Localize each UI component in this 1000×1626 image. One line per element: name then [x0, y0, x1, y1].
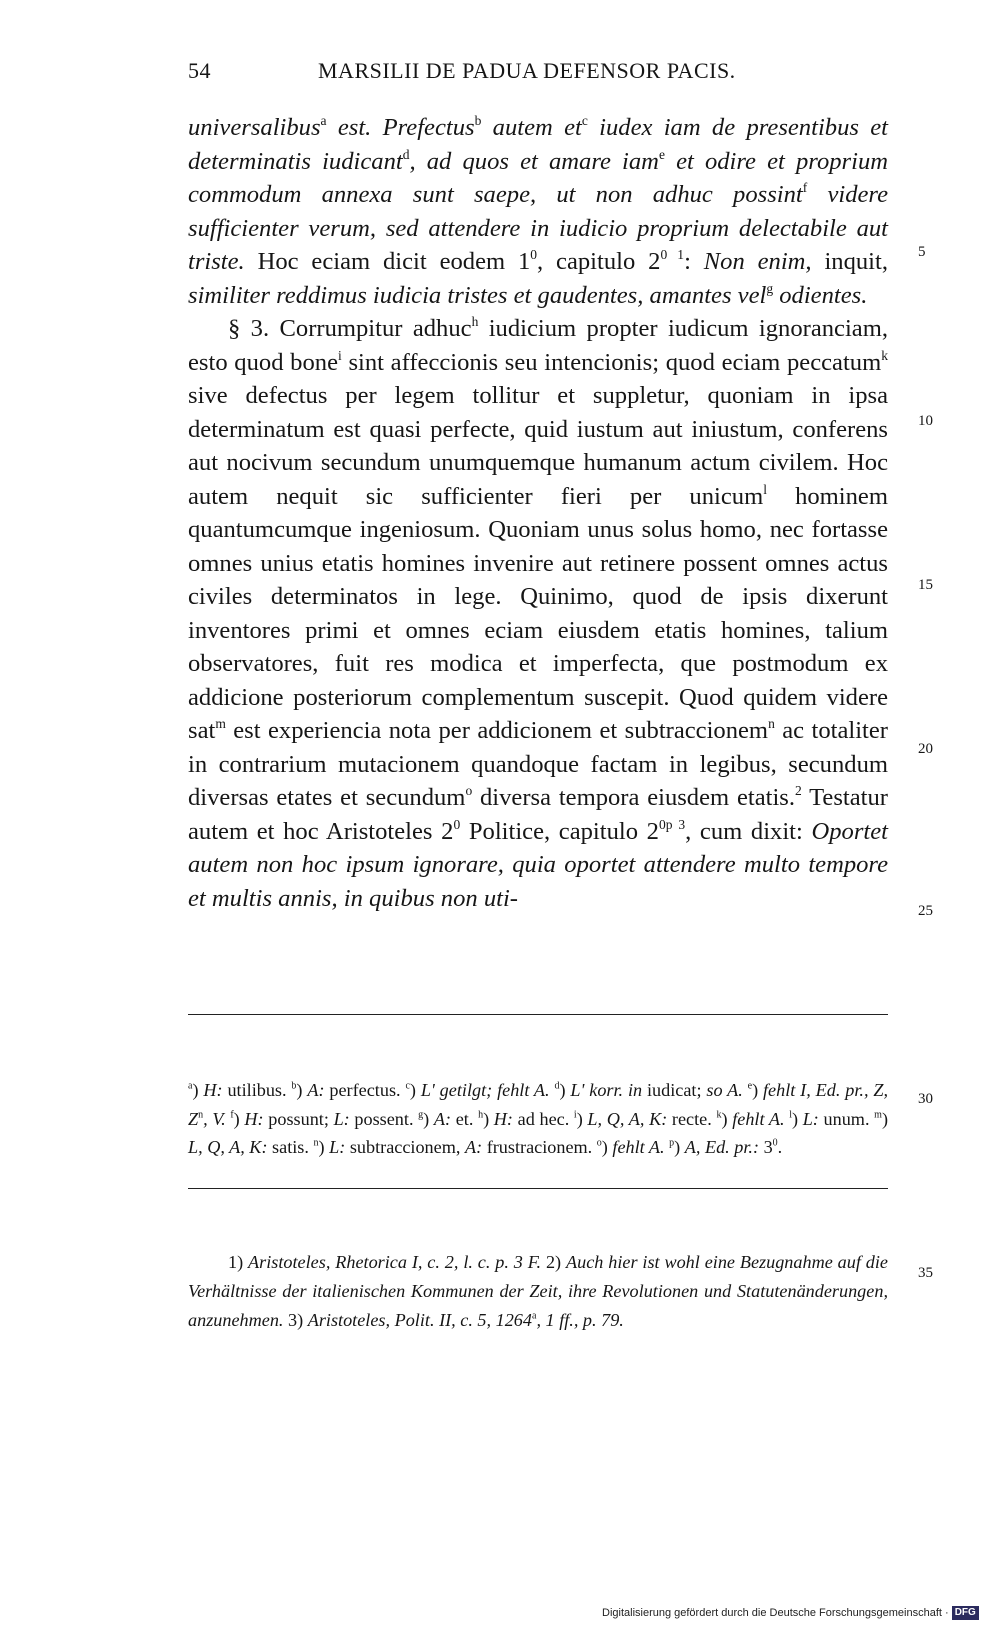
digitization-credit: [602, 1604, 979, 1622]
text-run: ): [752, 1080, 763, 1100]
text-run: L' korr. in: [570, 1080, 643, 1100]
text-run: fehlt I, Ed. pr., Z, Z: [188, 1080, 889, 1129]
text-run: L, Q, A, K:: [587, 1108, 668, 1129]
line-number-10: 10: [918, 413, 933, 429]
note-marker: g: [418, 1109, 424, 1121]
text-run: ac totaliter in contrarium mutacionem quandoque factam in legibus, secundum diversas etates et secundum: [188, 717, 888, 811]
text-run: recte.: [667, 1108, 717, 1129]
text-run: L' getilgt; fehlt A.: [420, 1080, 550, 1100]
notes-divider: [188, 1188, 888, 1189]
text-run: H:: [244, 1108, 264, 1129]
note-marker: 0 1: [660, 246, 685, 262]
text-run: similiter reddimus iudicia tristes et gaudentes, amantes vel: [188, 281, 767, 309]
text-run: perfectus.: [324, 1080, 406, 1100]
note-marker: i: [573, 1109, 577, 1121]
text-run: diversa tempora eiusdem etatis.: [472, 784, 795, 811]
paragraph-2-section-3: [188, 312, 888, 915]
text-run: fehlt A.: [732, 1108, 785, 1129]
text-run: hominem quantumcumque ingeniosum. Quoniam unus solus homo, nec fortasse omnes unius etatis homines invenire aut retinere possent omnes actus civiles determinatos in lege. Quinimo, quod de ipsis dixerunt inventores primi et omnes eciam eiusdem etatis homines, talium observatores, fuit res modica et imperfecta, que postmodum ex addicione posteriorum complementum suscepit. Quod quidem videre sat: [188, 482, 888, 744]
note-marker: h: [471, 313, 479, 329]
line-number-30: 30: [918, 1091, 933, 1107]
note-marker: h: [478, 1109, 484, 1121]
note-marker: l: [789, 1109, 792, 1121]
text-run: so A.: [706, 1080, 743, 1100]
text-run: iudex iam de presentibus et determinatis iudicant: [188, 114, 888, 175]
text-run: Auch hier ist wohl eine Bezugnahme auf die Verhältnisse der italienischen Kommunen der Zeit, ihre Revolutionen und Statutenänderungen, anzunehmen.: [188, 1252, 888, 1330]
note-marker: c: [581, 112, 588, 128]
text-run: et odire et proprium commodum annexa sunt saepe, ut non adhuc possint: [188, 147, 888, 208]
text-run: ): [601, 1137, 613, 1158]
note-marker: f: [802, 179, 808, 195]
text-run: et.: [451, 1108, 479, 1129]
page-number: 54: [188, 58, 211, 83]
text-run: satis.: [267, 1137, 314, 1158]
text-run: ): [576, 1108, 588, 1129]
text-run: A, Ed. pr.:: [684, 1137, 760, 1158]
text-run: universalibus: [188, 114, 321, 141]
text-run: , 1 ff., p. 79.: [536, 1310, 624, 1330]
footnote-entries: [188, 1248, 888, 1335]
text-run: ): [192, 1080, 204, 1100]
note-marker: o: [596, 1137, 602, 1149]
text-run: iudicium propter iudicum ignoranciam, esto quod bone: [188, 315, 888, 376]
note-marker: e: [658, 146, 665, 162]
text-run: est experiencia nota per addicionem et subtraccionem: [225, 717, 769, 744]
note-marker: k: [716, 1109, 722, 1121]
note-marker: l: [763, 481, 767, 497]
text-run: ): [483, 1108, 494, 1129]
text-run: L:: [329, 1137, 346, 1158]
text-run: fehlt A.: [612, 1137, 665, 1158]
text-run: Oportet autem non hoc ipsum ignorare, quia oportet attendere multo tempore et multis annis, in quibus non uti-: [188, 817, 888, 912]
text-run: Politice, capitulo 2: [460, 817, 659, 845]
text-run: ): [674, 1137, 685, 1158]
text-run: videre sufficienter verum, sed attendere in iudicio proprium delectabile aut triste.: [188, 181, 888, 275]
text-run: subtraccionem,: [345, 1137, 465, 1158]
text-run: ): [791, 1108, 803, 1129]
text-run: , capitulo 2: [537, 248, 661, 275]
text-run: unum.: [818, 1108, 875, 1129]
text-run: , cum dixit:: [685, 817, 812, 845]
note-marker: 0: [453, 816, 461, 832]
running-header: [188, 58, 888, 88]
text-run: 3): [283, 1310, 308, 1330]
text-run: ): [721, 1108, 733, 1129]
text-run: ): [423, 1108, 434, 1129]
text-run: L:: [333, 1108, 350, 1129]
line-number-5: 5: [918, 244, 926, 260]
text-run: utilibus.: [222, 1080, 292, 1100]
text-run: 1): [228, 1252, 249, 1272]
note-marker: a: [320, 112, 327, 128]
note-marker: n: [313, 1137, 319, 1149]
note-marker: e: [747, 1080, 753, 1092]
note-marker: d: [402, 146, 410, 162]
apparatus-entries: [188, 1076, 888, 1162]
text-run: 3: [759, 1137, 773, 1158]
note-marker: 0: [530, 246, 538, 262]
text-run: ): [296, 1080, 308, 1100]
text-run: odientes.: [773, 281, 868, 309]
text-run: A:: [433, 1108, 452, 1129]
text-run: L:: [802, 1108, 819, 1129]
note-marker: m: [874, 1109, 882, 1121]
note-marker: k: [881, 347, 888, 363]
text-run: frustracionem.: [482, 1137, 597, 1158]
credit-text: Digitalisierung gefördert durch die Deutsche Forschungsgemeinschaft ·: [602, 1607, 949, 1619]
apparatus-divider: [188, 1014, 888, 1015]
text-run: ): [233, 1108, 245, 1129]
note-marker: m: [215, 715, 226, 731]
text-run: , V.: [203, 1108, 226, 1129]
text-run: ): [409, 1080, 421, 1100]
text-run: possent.: [349, 1108, 419, 1129]
text-run: A:: [307, 1080, 325, 1100]
main-text: [188, 111, 888, 915]
text-run: .: [777, 1137, 783, 1158]
note-marker: g: [766, 280, 774, 296]
text-run: H:: [493, 1108, 513, 1129]
line-number-35: 35: [918, 1265, 933, 1281]
text-run: autem et: [481, 114, 582, 141]
critical-apparatus: [188, 1076, 888, 1162]
note-marker: 0p 3: [658, 816, 686, 832]
text-run: sint affeccionis seu intencionis; quod eciam peccatum: [341, 348, 882, 376]
text-run: sive defectus per legem tollitur et suppletur, quoniam in ipsa determinatum est quasi perfecte, quid iustum aut iniustum, conferens aut nocivum secundum unumquemque humanum actum civilem. Hoc autem nequit sic sufficienter fieri per unicum: [188, 382, 888, 510]
note-marker: 2: [795, 782, 802, 798]
note-marker: 0: [772, 1137, 778, 1149]
text-run: est. Prefectus: [326, 114, 475, 141]
note-marker: n: [768, 715, 775, 731]
note-marker: b: [291, 1080, 297, 1092]
note-marker: i: [338, 347, 342, 363]
text-run: , ad quos et amare iam: [409, 147, 659, 175]
text-run: L, Q, A, K:: [188, 1137, 268, 1158]
paragraph-1: [188, 111, 888, 312]
text-run: Testatur autem et hoc Aristoteles 2: [188, 784, 888, 845]
text-run: iudicat;: [642, 1080, 707, 1100]
text-run: Aristoteles, Polit. II, c. 5, 1264: [307, 1310, 532, 1330]
text-run: § 3. Corrumpitur adhuc: [228, 315, 472, 342]
text-run: Aristoteles, Rhetorica I, c. 2, l. c. p. 3 F.: [248, 1252, 542, 1272]
text-run: ): [318, 1137, 330, 1158]
note-marker: d: [554, 1080, 560, 1092]
text-run: ): [559, 1080, 571, 1100]
note-marker: b: [474, 112, 482, 128]
text-run: :: [684, 248, 704, 275]
footnotes: [188, 1248, 888, 1335]
text-run: 2): [541, 1252, 566, 1272]
line-number-25: 25: [918, 903, 933, 919]
note-marker: a: [532, 1310, 537, 1322]
text-run: inquit,: [811, 248, 888, 275]
note-marker: n: [198, 1109, 204, 1121]
running-title: MARSILII DE PADUA DEFENSOR PACIS.: [318, 58, 736, 83]
note-marker: c: [405, 1080, 410, 1092]
text-run: A:: [464, 1137, 483, 1158]
text-run: Non enim,: [703, 248, 812, 275]
text-run: H:: [203, 1080, 223, 1100]
note-marker: p: [669, 1137, 675, 1149]
text-run: ad hec.: [512, 1108, 574, 1129]
note-marker: a: [188, 1080, 193, 1092]
line-number-15: 15: [918, 577, 933, 593]
text-run: possunt;: [263, 1108, 334, 1129]
dfg-logo-icon: DFG: [952, 1606, 979, 1620]
text-run: ): [881, 1108, 889, 1129]
text-run: Hoc eciam dicit eodem 1: [244, 248, 531, 275]
line-number-20: 20: [918, 741, 933, 757]
note-marker: f: [230, 1109, 234, 1121]
note-marker: o: [465, 782, 473, 798]
